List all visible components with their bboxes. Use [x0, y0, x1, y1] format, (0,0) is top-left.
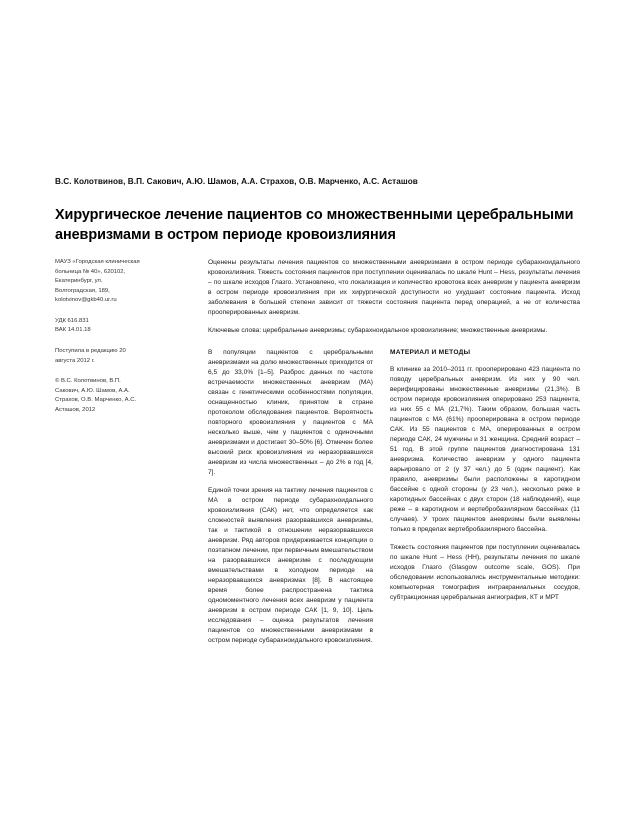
paragraph: Единой точки зрения на тактику лечения пациентов с МА в остром периоде субарахноидального кровоизлияния (САК) нет, что определяется как сложностей выявления разорвавшихся аневризмы, так и тактикой в отношении неразорвавшихся аневризм. Ряд авторов придерживается концепции о поэтапном лечении, при первичным вмешательством на разорвавшихся аневризме с последующим вмешательствами в холодном периоде на неразорвавшихся аневризмах [8]. В настоящее время более распространена тактика одномоментного лечения всех аневризм у пациента аневризм в остром периоде САК [1, 9, 10]. Цель исследования – оценка результатов лечения пациентов со множественными аневризмами в остром периоде субарахноидального кровоизлияния.: [208, 487, 373, 645]
abstract-text: Оценены результаты лечения пациентов со множественными аневризмами в остром периоде субарахноидального кровоизлияния. Тяжесть состояния пациентов при поступлении оценивалась по шкале Hunt – Hess, результаты лечения – по шкале исходов Глазго. Установлено, что локализация и количество кровотока всех аневризм у пациента аневризм в остром периоде кровоизлияния при их хирургической доступности но ухудшает состояние пациента. Исход заболевания в большей степени зависит от тяжести состояния пациента перед операцией, а не от количества прооперированных аневризм.: [208, 259, 580, 317]
page-title: Хирургическое лечение пациентов со множественными церебральными аневризмами в остром периоде кровоизлияния: [55, 206, 574, 243]
paragraph: В популяции пациентов с церебральными аневризмами на долю множественных приходится от 6,5 до 33,0% [1–5]. Разброс данных по частоте встречаемости множественных аневризм (МА) связан с генетическими особенностями популяции, оснащенностью клиник, принятом в стране протоколом обследования пациентов. Вероятность повторного кровоизлияния у пациентов с МА несколько выше, чем у пациентов с одиночными аневризмами и достигает 30–50% [6]. Отмечен более высокий риск кровоизлияния из неразорвавшихся аневризм из числа множественных – до 2% в год [4, 7].: [208, 349, 373, 477]
paragraph: В клинике за 2010–2011 гг. прооперировано 423 пациента по поводу церебральных аневризм. Из них у 90 чел. верифицированы множественные аневризмы (21,3%). В остром периоде кровоизлияния оперировано 253 пациента, из них 55 с МА (21,7%). Таким образом, большая часть пациентов с МА (61%) прооперирована в остром периоде САК. Из 55 пациентов с МА, оперированных в остром периоде САК, 24 мужчины и 31 женщина. Средний возраст – 51 год. В этой группе пациентов диагностирована 131 аневризма. Количество аневризм у одного пациента варьировало от 2 (у 37 чел.) до 5 (один пациент). Как правило, аневризмы были расположены в каротидном бассейне с одной стороны (у 23 чел.), несколько реже в каротидных бассейнах с двух сторон (18 наблюдений), еще реже – в каротидном и вертебробазилярном бассейнах (11 случаев). У троих пациентов аневризмы были выявлены только в пределах вертебробазилярного бассейна.: [390, 366, 580, 534]
bak-code: ВАК 14.01.18: [55, 327, 91, 334]
body-column-left: [208, 348, 373, 646]
sidebar-metadata: [55, 258, 145, 426]
affiliation-block: МАУЗ «Городская клиническая больница № 40», 620102, Екатеринбург, ул. Волгоградская, 189, kolotvinov@gkb40.ur.ru: [55, 259, 140, 304]
received-date: Поступила в редакцию 20 августа 2012 г.: [55, 347, 126, 364]
abstract-section: [208, 258, 580, 336]
section-heading-methods: МАТЕРИАЛ И МЕТОДЫ: [390, 349, 471, 356]
keywords-text: Ключевые слова: церебральные аневризмы; субарахноидальное кровоизлияние; множественные аневризмы.: [208, 327, 548, 335]
classification-block: [55, 317, 145, 336]
paragraph: Тяжесть состояния пациентов при поступлении оценивалась по шкале Hunt – Hess (HH), результаты лечения по шкале исходов Глазго (Glasgow outcome scale, GOS). При обследовании использовались инструментальные методики: компьютерная томография интракраниальных сосудов, субтракционная церебральная ангиография, КТ и МРТ: [390, 544, 580, 602]
author-list: В.С. Колотвинов, В.П. Сакович, А.Ю. Шамов, А.А. Страхов, О.В. Марченко, А.С. Асташов: [55, 177, 418, 186]
udk-code: УДК 616.831: [55, 317, 89, 324]
body-column-right: [390, 348, 580, 603]
copyright-notice: © В.С. Колотвинов, В.П. Сакович, А.Ю. Шамов, А.А. Страхов, О.В. Марченко, А.С. Асташов, 2012: [55, 378, 137, 413]
